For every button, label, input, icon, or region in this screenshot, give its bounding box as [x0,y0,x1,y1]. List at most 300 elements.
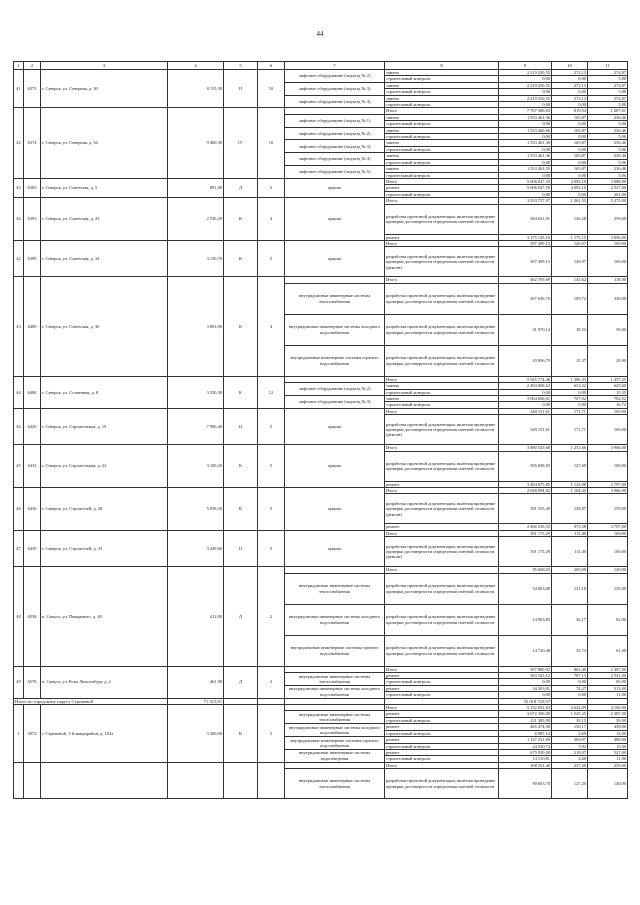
item-name: ремонт [385,524,499,530]
cost-value: 0,00 [499,191,552,197]
cost-value: 24 530,74 [499,743,552,749]
cost-value: 340 151,61 [499,415,552,445]
unit-cost-value: 1 251,66 [552,445,588,451]
house-id: 6374 [24,108,41,178]
cost-value: 391 555,49 [499,494,552,524]
unit-cost-value: 272,13 [552,82,588,88]
floors: 4 [258,198,285,241]
work-type: внутридомовые инженерные системы теплоснабжения [285,769,385,799]
column-number: 1 [14,62,24,70]
row-number: 45 [14,445,24,488]
class: II [224,408,258,444]
limit-value: 3 966,00 [588,445,628,451]
column-number: 8 [385,62,499,70]
unit-cost-value: 74,27 [552,685,588,691]
unit-cost-value: 0,00 [552,191,588,197]
class: К [224,198,258,241]
cost-value: 402 705,69 [499,277,552,283]
column-number: 7 [285,62,385,70]
item-name: строительный контроль [385,159,499,165]
area: 3 150,70 [168,240,224,276]
unit-cost-value: 126,97 [552,240,588,246]
unit-cost-value: 767,02 [552,395,588,401]
unit-cost-value: 4 092,10 [552,185,588,191]
cost-value: 14 903,83 [499,604,552,635]
limit-value: 3 797,00 [588,524,628,530]
cost-value: 121 385,09 [499,717,552,723]
unit-cost-value: 0,00 [552,146,588,152]
cost-value: 2 219 250,55 [499,82,552,88]
work-type: внутридомовые инженерные системы холодного водоснабжения [285,314,385,345]
item-name: строительный контроль [385,134,499,140]
unit-cost-value: 0,00 [552,402,588,408]
item-name: разработка проектной документации, включая проведение проверки достоверности определения сметной стоимости [385,573,499,604]
floors: 12 [258,376,285,408]
item-name: строительный контроль [385,402,499,408]
work-type: внутридомовые инженерные системы холодного водоснабжения [285,604,385,635]
unit-cost-value: 165,87 [552,127,588,133]
register-table [13,61,628,799]
cost-value: 307 636,76 [499,283,552,314]
limit-value: 480,00 [588,737,628,743]
limit-value: 438,00 [588,724,628,730]
house-id: 6400 [24,277,41,376]
unit-cost-value: 4 092,10 [552,178,588,184]
limit-value: 11,00 [588,692,628,698]
cost-value: 54 063,88 [499,573,552,604]
cost-value: 0,00 [499,134,552,140]
cost-value: 391 175,29 [499,537,552,567]
house-id [24,762,41,798]
work-type: внутридомовые инженерные системы горячего водоснабжения [285,345,385,376]
item-name: строительный контроль [385,389,499,395]
row-number: 49 [14,666,24,698]
area: 3 449,60 [168,530,224,566]
cost-value: 0,00 [499,89,552,95]
limit-value: 140,00 [588,769,628,799]
limit-value: 169,00 [588,408,628,414]
table-row [14,445,628,451]
limit-value: 274,87 [588,95,628,101]
row-number: 44 [14,408,24,444]
column-number: 3 [41,62,168,70]
item-name: замена [385,153,499,159]
cost-value: 0,00 [499,121,552,127]
limit-value: 3 088,00 [588,178,628,184]
limit-value: 274,87 [588,70,628,76]
cost-value: 3 484 675,85 [499,481,552,487]
address: г. Северск, ул. Советская, д. 23 [41,198,168,241]
cost-value: 397 499,13 [499,240,552,246]
unit-cost-value: 145,62 [552,277,588,283]
item-name: строительный контроль [385,756,499,762]
cost-value: 2 219 250,55 [499,95,552,101]
item-name: замена [385,166,499,172]
unit-cost-value: 171,71 [552,408,588,414]
item-name: строительный контроль [385,121,499,127]
cost-value: 363 523,12 [499,673,552,679]
house-id: 6433 [24,445,41,488]
row-number: 43 [14,277,24,376]
column-number: 6 [258,62,285,70]
table-row [14,70,628,76]
column-number: 2 [24,62,41,70]
item-name: строительный контроль [385,730,499,736]
work-type: лифтовое оборудование (подъезд № 2) [285,127,385,140]
total-area: 71 315,81 [168,698,224,704]
unit-cost-value: 0,00 [552,89,588,95]
cost-value: 34 303,81 [499,685,552,691]
class: К [224,277,258,376]
item-name: Итого [385,408,499,414]
limit-value: 236,46 [588,153,628,159]
unit-cost-value: 2 622,09 [552,705,588,711]
item-name: строительный контроль [385,76,499,82]
limit-value: 236,46 [588,114,628,120]
limit-value: 313,00 [588,685,628,691]
work-type: внутридомовые инженерные системы горячего водоснабжения [285,737,385,750]
row-number: 44 [14,198,24,241]
floors: 5 [258,408,285,444]
item-name: Итого [385,488,499,494]
address [41,762,168,798]
limit-value: 1 207,61 [588,108,628,114]
work-type: крыша [285,488,385,531]
item-name: ремонт [385,685,499,691]
cost-value: 85 668,03 [499,567,552,573]
unit-cost-value: 218,07 [552,749,588,755]
item-name: замена [385,127,499,133]
limit-value: 3 056,00 [588,234,628,240]
limit-value: 2 387,00 [588,711,628,717]
class: II [224,70,258,108]
unit-cost-value: 113,40 [552,530,588,536]
cost-value: 7 767 306,83 [499,108,552,114]
limit-value: 782,52 [588,395,628,401]
work-type: внутридомовые инженерные системы теплоснабжения [285,673,385,686]
page-number: 44 [316,30,324,38]
unit-cost-value: 0,00 [552,692,588,698]
item-name: ремонт [385,724,499,730]
item-name: Итого [385,376,499,382]
cost-value: 0,00 [499,102,552,108]
unit-cost-value: 150,17 [552,724,588,730]
unit-cost-value: 861,40 [552,666,588,672]
cost-value: 0,00 [499,76,552,82]
unit-cost-value: 109,72 [552,283,588,314]
work-type: лифтовое оборудование (подъезд № 5) [285,166,385,179]
unit-cost-value: 165,87 [552,114,588,120]
unit-cost-value: 205,08 [552,567,588,573]
limit-value: 11,00 [588,756,628,762]
work-type: крыша [285,530,385,566]
area: 3 100,20 [168,445,224,488]
limit-value: 4 160,00 [588,705,628,711]
cost-value: 2 266 539,33 [499,524,552,530]
address: п. Самусь, ул. Розы Люксембург, д. 2 [41,666,168,698]
floors: 2 [258,666,285,698]
unit-cost-value: 0,00 [552,159,588,165]
limit-value: 61,00 [588,635,628,666]
floors: 10 [258,108,285,178]
item-name: замена [385,383,499,389]
address: г. Северск, ул. Советская, д. 5 [41,178,168,197]
cost-value: 2 219 250,55 [499,70,552,76]
class: К [224,445,258,488]
address: г. Северск, ул. Солнечная, д. 8 [41,376,168,408]
cost-value: 5 606 047,50 [499,185,552,191]
area: 461,90 [168,666,224,698]
limit-value: 5,06 [588,146,628,152]
limit-value: 59,00 [588,717,628,723]
limit-value: 1 457,25 [588,376,628,382]
unit-cost-value: 1 104,45 [552,488,588,494]
unit-cost-value: 237,20 [552,762,588,768]
work-type: внутридомовые инженерные системы теплоснабжения [285,711,385,724]
unit-cost-value: 15,37 [552,345,588,376]
house-id: 6399 [24,240,41,276]
cost-value: 14 510,81 [499,756,552,762]
item-name: Итого [385,445,499,451]
work-type: крыша [285,408,385,444]
cost-value: 0,00 [499,172,552,178]
unit-cost-value: 165,87 [552,153,588,159]
limit-value: 527,00 [588,749,628,755]
item-name: разработка проектной документации, включая проведение проверки достоверности определения сметной стоимости (ремонт) [385,537,499,567]
cost-value: 90 603,70 [499,769,552,799]
limit-value: 13,00 [588,730,628,736]
cost-value: 14 720,48 [499,635,552,666]
cost-value: 43 096,79 [499,345,552,376]
row-number: 42 [14,240,24,276]
limit-value: 120,00 [588,567,628,573]
unit-cost-value: 1 175,15 [552,234,588,240]
limit-value: 169,00 [588,530,628,536]
house-id: 6373 [24,70,41,108]
floors [258,762,285,798]
limit-value: 29,00 [588,345,628,376]
total-label: Итого по городскому округу Стрежевой [14,698,168,704]
unit-cost-value: 0,00 [552,102,588,108]
class: Д [224,666,258,698]
row-number: 48 [14,567,24,666]
item-name: Итого [385,705,499,711]
limit-value: 301,00 [588,191,628,197]
work-type: крыша [285,445,385,488]
limit-value: 82,00 [588,604,628,635]
limit-value: 5 275,00 [588,198,628,204]
header-row [14,62,628,70]
cost-value: 0,00 [499,402,552,408]
unit-cost-value: 18,53 [552,314,588,345]
unit-cost-value: 633,32 [552,383,588,389]
class [224,762,258,798]
floors: 2 [258,567,285,666]
floors: 5 [258,445,285,488]
work-type: внутридомовые инженерные системы холодного водоснабжения [285,685,385,698]
cost-value: 395 849,83 [499,451,552,481]
limit-value: 135,00 [588,573,628,604]
cost-value: 1 553 461,55 [499,166,552,172]
item-name: строительный контроль [385,191,499,197]
limit-value: 169,00 [588,240,628,246]
cost-value: 0,00 [499,679,552,685]
address: г. Северск, ул. Северная, д. 34 [41,108,168,178]
item-name: строительный контроль [385,679,499,685]
unit-cost-value: 4,68 [552,756,588,762]
limit-value: 169,00 [588,415,628,445]
item-name: замена [385,70,499,76]
cost-value: 1 553 461,36 [499,114,552,120]
address: г. Северск, ул. Строителей, д. 28 [41,488,168,531]
work-type: внутридомовые инженерные системы теплоснабжения [285,573,385,604]
cost-value: 5 132 052,63 [499,705,552,711]
item-name: разработка проектной документации, включая проведение проверки достоверности определения сметной стоимости (ремонт) [385,494,499,524]
area: 9 400,30 [168,108,224,178]
house-id: 6439 [24,530,41,566]
cost-value: 5 945 774,46 [499,376,552,382]
column-number: 9 [499,62,552,70]
work-type: внутридомовые инженерные системы горячего водоснабжения [285,635,385,666]
work-type: внутридомовые инженерные системы водоотведения [285,749,385,762]
floors: 5 [258,488,285,531]
cost-value: 675 950,00 [499,749,552,755]
limit-value: 625,60 [588,383,628,389]
house-id: 6538 [24,567,41,666]
table-row [14,198,628,204]
house-id: 5072 [24,705,41,763]
unit-cost-value: 128,87 [552,494,588,524]
limit-value: 169,00 [588,247,628,277]
item-name: Итого [385,762,499,768]
cost-value: 6 987,14 [499,730,552,736]
row-number: 43 [14,178,24,197]
unit-cost-value: 36,17 [552,604,588,635]
item-name: замена [385,140,499,146]
unit-cost-value: 171,71 [552,415,588,445]
cost-value: 1 553 461,36 [499,140,552,146]
area [168,762,224,798]
floors: 5 [258,530,285,566]
item-name: ремонт [385,234,499,240]
row-number: 42 [14,108,24,178]
row-number: 46 [14,488,24,531]
class: К [224,376,258,408]
item-name: разработка проектной документации, включая проведение проверки достоверности определения сметной стоимости [385,604,499,635]
unit-cost-value: 0,00 [552,679,588,685]
item-name: ремонт [385,749,499,755]
limit-value: 236,46 [588,166,628,172]
floors: 5 [258,240,285,276]
area: 8 155,30 [168,70,224,108]
cost-value: 3 880 525,68 [499,445,552,451]
unit-cost-value: 136,28 [552,204,588,234]
unit-cost-value: 127,20 [552,769,588,799]
item-name: Итого [385,240,499,246]
unit-cost-value: 126,97 [552,247,588,277]
unit-cost-value: 2,69 [552,730,588,736]
limit-value: 118,00 [588,277,628,283]
limit-value: 5,06 [588,159,628,165]
cost-value: 465 474,00 [499,724,552,730]
work-type: лифтовое оборудование (подъезд № 4) [285,153,385,166]
table-row [14,408,628,414]
table-row [14,178,628,184]
row-number: 47 [14,530,24,566]
cost-value: 1 553 460,66 [499,127,552,133]
cost-value: 3 175 125,16 [499,234,552,240]
unit-cost-value: 1 386,33 [552,376,588,382]
cost-value: 0,00 [499,159,552,165]
cost-value: 3 064 606,01 [499,395,552,401]
unit-cost-value: 7,92 [552,743,588,749]
work-type: лифтовое оборудование (подъезд № 3) [285,82,385,95]
item-name: строительный контроль [385,717,499,723]
area: 2 530,20 [168,198,224,241]
limit-value: 259,00 [588,762,628,768]
item-name: ремонт [385,481,499,487]
item-name: ремонт [385,185,499,191]
cost-value: 3 072 356,09 [499,711,552,717]
unit-cost-value: 127,69 [552,451,588,481]
unit-cost-value: 35,73 [552,635,588,666]
column-number: 10 [552,62,588,70]
class: II [224,530,258,566]
cost-value: 2 494 068,63 [499,383,552,389]
cost-value: 5 606 047,50 [499,178,552,184]
floors: 2 [258,178,285,197]
item-name: Итого [385,108,499,114]
house-id: 6383 [24,178,41,197]
item-name: замена [385,95,499,101]
limit-value: 5,06 [588,172,628,178]
address: г. Северск, ул. Северная, д. 30 [41,70,168,108]
cost-value: 168 551,40 [499,762,552,768]
class: К [224,240,258,276]
cost-value: 1 553 461,36 [499,153,552,159]
floors: 10 [258,70,285,108]
floors: 4 [258,277,285,376]
unit-cost-value: 787,13 [552,673,588,679]
house-id: 6436 [24,488,41,531]
column-number: 11 [588,62,628,70]
row-number: 41 [14,70,24,108]
unit-cost-value: 165,87 [552,140,588,146]
cost-value: 51 970,14 [499,314,552,345]
work-type: крыша [285,240,385,276]
limit-value: 59,00 [588,314,628,345]
class: К [224,488,258,531]
class: К [224,705,258,763]
work-type: крыша [285,198,385,241]
cost-value: 0,00 [499,389,552,395]
limit-value: 236,46 [588,140,628,146]
work-type: лифтовое оборудование (подъезд № 1) [285,114,385,127]
row-number [14,762,24,798]
item-name: Итого [385,666,499,672]
address: г. Северск, ул. Советская, д. 36 [41,277,168,376]
limit-value: 169,00 [588,537,628,567]
item-name: ремонт [385,673,499,679]
limit-value: 16,72 [588,402,628,408]
item-name: замена [385,114,499,120]
area: 5 058,50 [168,488,224,531]
cost-value: 384 631,91 [499,204,552,234]
item-name: Итого [385,277,499,283]
area: 3 300,00 [168,705,224,763]
row-number: 1 [14,705,24,763]
limit-value: 2 497,00 [588,666,628,672]
